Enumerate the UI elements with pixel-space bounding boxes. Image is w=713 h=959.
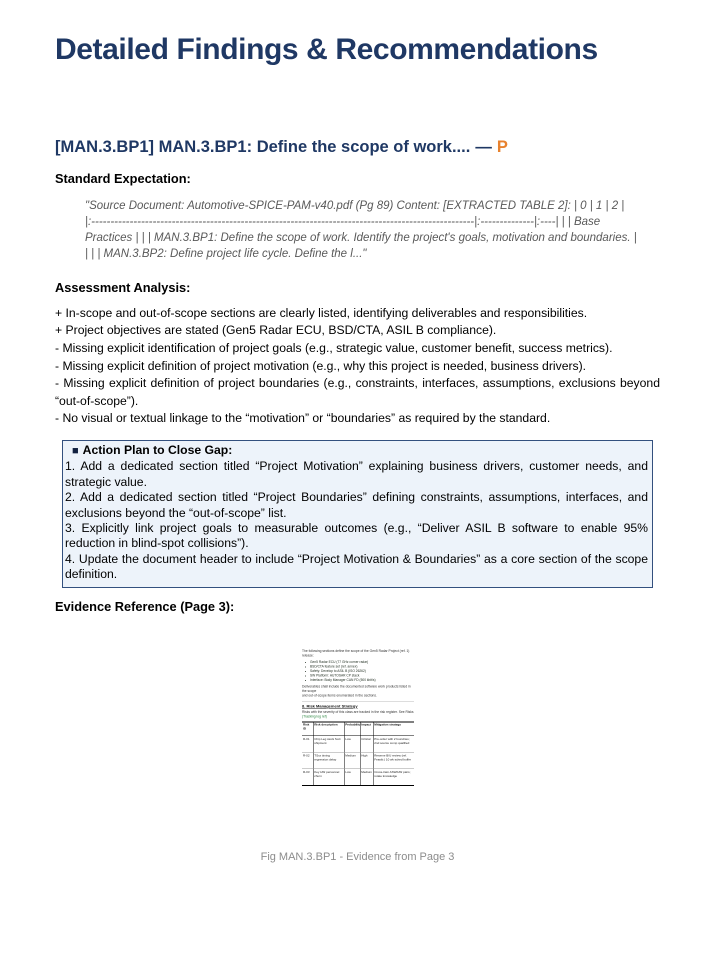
mini-th-risk-id: Risk ID: [302, 722, 313, 736]
mini-bullet: • SW Platform: AUTOSAR CP stack: [310, 673, 414, 678]
action-plan-item: 1. Add a dedicated section titled “Project Motivation” explaining business drivers, customer needs, and strategic value.: [65, 459, 648, 489]
finding-heading-text: [MAN.3.BP1] MAN.3.BP1: Define the scope of work....: [55, 138, 471, 156]
mini-cell: Cross-train ASW/HW pairs; rotate knowledge: [373, 768, 414, 785]
action-plan-item: 3. Explicitly link project goals to measurable outcomes (e.g., “Deliver ASIL B software to enable 95% reduction in blind-spot collisions”).: [65, 520, 648, 551]
quote-line: Practices | | | MAN.3.BP1: Define the scope of work. Identify the project's goals, motivation and boundaries. |: [85, 231, 637, 244]
action-plan-title: Action Plan to Close Gap:: [82, 442, 233, 457]
mini-cell: Reserve B/U review (ref. Feasib.) 10 wk sched buffer: [373, 752, 414, 769]
mini-cell: Chip Leg stock SoC shipment: [313, 735, 344, 752]
analysis-item: - Missing explicit identification of project goals (e.g., strategic value, customer benefit, success metrics).: [55, 340, 613, 355]
mini-risk-table: [302, 721, 414, 786]
mini-th-impact: Impact: [360, 722, 373, 736]
action-plan-item: 2. Add a dedicated section titled “Project Boundaries” defining constraints, assumptions, interfaces, and exclusions beyond the “out-of-scope” list.: [65, 490, 648, 520]
quote-line: |:----------------------------------------------------------------------------------------------------|:--------------|:----| | | Base: [85, 215, 601, 228]
analysis-item: - No visual or textual linkage to the “motivation” or “boundaries” as required by the standard.: [55, 411, 551, 426]
analysis-item: + Project objectives are stated (Gen5 Radar ECU, BSD/CTA, ASIL B compliance).: [55, 323, 497, 338]
mini-intro-line: release:: [301, 653, 314, 658]
mini-divider: [302, 701, 414, 702]
mini-th-mitigation: Mitigation strategy: [373, 722, 414, 736]
mini-cell: Low: [344, 735, 360, 752]
source-quote-block: [85, 198, 660, 262]
rating-badge: P: [496, 138, 508, 156]
action-plan-title-row: [65, 443, 648, 459]
mini-cell: R-03: [302, 770, 310, 774]
evidence-reference-label: Evidence Reference (Page 3):: [55, 598, 235, 614]
evidence-screenshot: [296, 644, 420, 789]
mini-cell: R-02: [302, 752, 313, 769]
mini-section-text: Risks with the severity of this class are tracked in the risk register. See Risks: [301, 710, 414, 714]
analysis-item: - Missing explicit definition of project boundaries (e.g., constraints, interfaces, assumptions, exclusions beyond “out-of-scope”).: [55, 376, 660, 408]
mini-intro-line: The following sections define the scope of the Gen5 Radar Project (ref. 1): [301, 649, 409, 653]
mini-table-row: [302, 735, 414, 752]
mini-risk-log-link: (Tracking log ref): [301, 714, 327, 718]
assessment-analysis-label: Assessment Analysis:: [55, 279, 191, 295]
mini-th-description: Risk description: [313, 722, 344, 736]
mini-table-row: [302, 768, 414, 785]
evidence-figure: [55, 644, 660, 864]
analysis-item: - Missing explicit definition of project motivation (e.g., why this project is needed, business drivers).: [55, 358, 587, 373]
quote-line: | | | MAN.3.BP2: Define project life cycle. Define the l...": [85, 247, 367, 260]
mini-cell: TSxx timing regression delay: [313, 752, 344, 769]
mini-note-line: and out-of-scope items enumerated in the sections.: [301, 693, 377, 698]
evidence-screenshot-content: [296, 644, 420, 789]
mini-cell: Key HW personnel churn: [313, 768, 344, 785]
action-plan-item: 4. Update the document header to include “Project Motivation & Boundaries” as a core section of the scope definition.: [65, 551, 648, 582]
mini-table-header-row: [302, 722, 414, 736]
mini-cell: Low: [344, 768, 360, 785]
mini-cell: High: [360, 752, 373, 769]
mini-cell: Medium: [360, 768, 373, 785]
mini-cell: Critical: [360, 735, 373, 752]
page-title: Detailed Findings & Recommendations: [55, 33, 598, 66]
heading-dash: —: [475, 138, 492, 156]
mini-cell: R-01: [302, 735, 313, 752]
mini-bullet: • Safety: Develop to ASIL B (ISO 26262): [310, 669, 414, 674]
mini-th-probability: Probability: [344, 722, 360, 736]
standard-expectation-label: Standard Expectation:: [55, 170, 191, 186]
mini-cell: Medium: [344, 752, 360, 769]
finding-heading: [55, 138, 660, 158]
assessment-analysis-list: [55, 305, 660, 428]
analysis-item: + In-scope and out-of-scope sections are clearly listed, identifying deliverables and responsibilities.: [55, 305, 588, 320]
mini-section-heading: 8. Risk Management Strategy: [301, 703, 358, 709]
mini-table-row: [302, 752, 414, 769]
quote-line: "Source Document: Automotive-SPICE-PAM-v40.pdf (Pg 89) Content: [EXTRACTED TABLE 2]: | 0 | 1 | 2 |: [85, 199, 625, 212]
mini-bullet: • BSD/CTA feature set (ref. annex): [310, 664, 414, 669]
figure-caption: Fig MAN.3.BP1 - Evidence from Page 3: [260, 850, 455, 863]
mini-cell: Pre-order with 2 foundries; 2nd source comp qualified: [373, 735, 414, 752]
mini-bullet: • Interface: Body Manager CAN FD (500 kbit/s): [310, 678, 414, 683]
action-plan-box: [62, 440, 653, 588]
mini-note-line: Deliverables shall include the documented software work products listed in the scope: [301, 684, 411, 693]
mini-bullet: • Gen5 Radar ECU (77 GHz corner radar): [310, 660, 414, 665]
square-bullet-icon: ■: [72, 444, 79, 457]
mini-bullet-list: [306, 660, 414, 683]
